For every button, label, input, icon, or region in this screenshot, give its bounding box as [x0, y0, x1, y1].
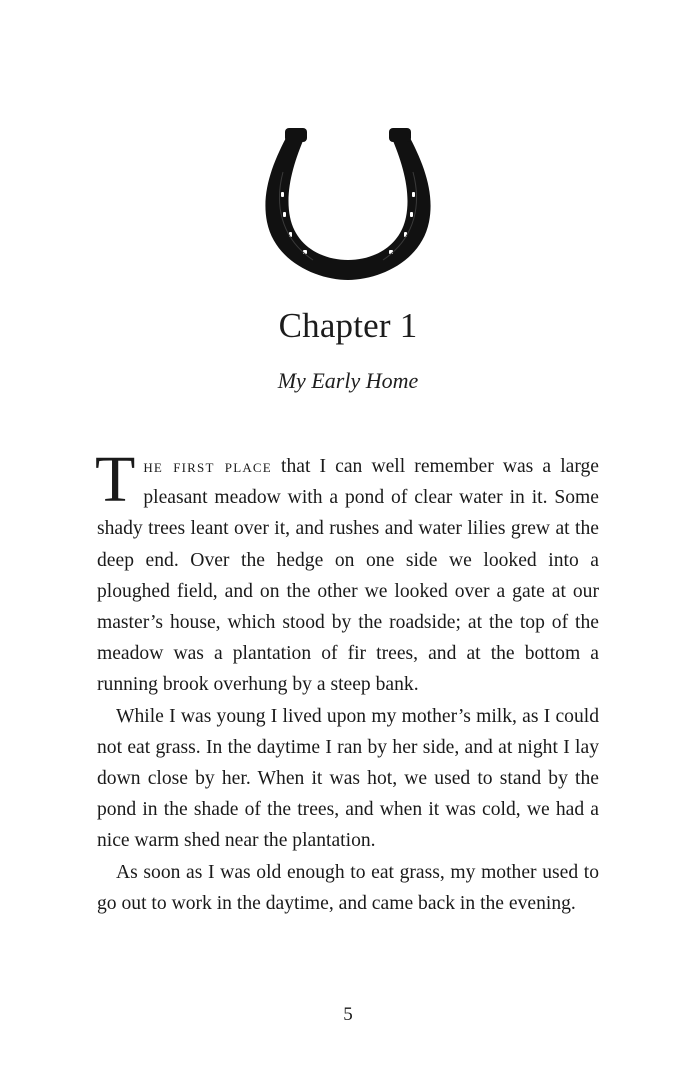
chapter-title: Chapter 1: [278, 306, 418, 345]
paragraph-3: As soon as I was old enough to eat grass, my mother used to go out to work in the daytime, and came back in the evening.: [97, 861, 599, 914]
page-number: 5: [343, 1004, 353, 1025]
small-caps-lead: he first place: [143, 456, 272, 477]
paragraph-2: While I was young I lived upon my mother’s milk, as I could not eat grass. In the daytime I ran by her side, and at night I lay down close by her. When it was hot, we used to stand by the pond in the shade of the trees, and when it was cold, we had a nice warm shed near the plantation.: [97, 705, 599, 852]
drop-cap: T: [95, 443, 136, 516]
chapter-body: [95, 443, 599, 919]
paragraph-1-text: that I can well remember was a large pleasant meadow with a pond of clear water in it. Some shady trees leant over it, and rushes and water lilies grew at the deep end. Over the hedge on one side we looked into a ploughed field, and on the other we looked over a gate at our master’s house, which stood by the roadside; at the top of the meadow was a plantation of fir trees, and at the bottom a running brook overhung by a steep bank.: [97, 456, 599, 696]
horseshoe-icon: [243, 122, 453, 282]
chapter-subtitle: My Early Home: [277, 368, 419, 393]
paragraph-1: [95, 443, 599, 701]
